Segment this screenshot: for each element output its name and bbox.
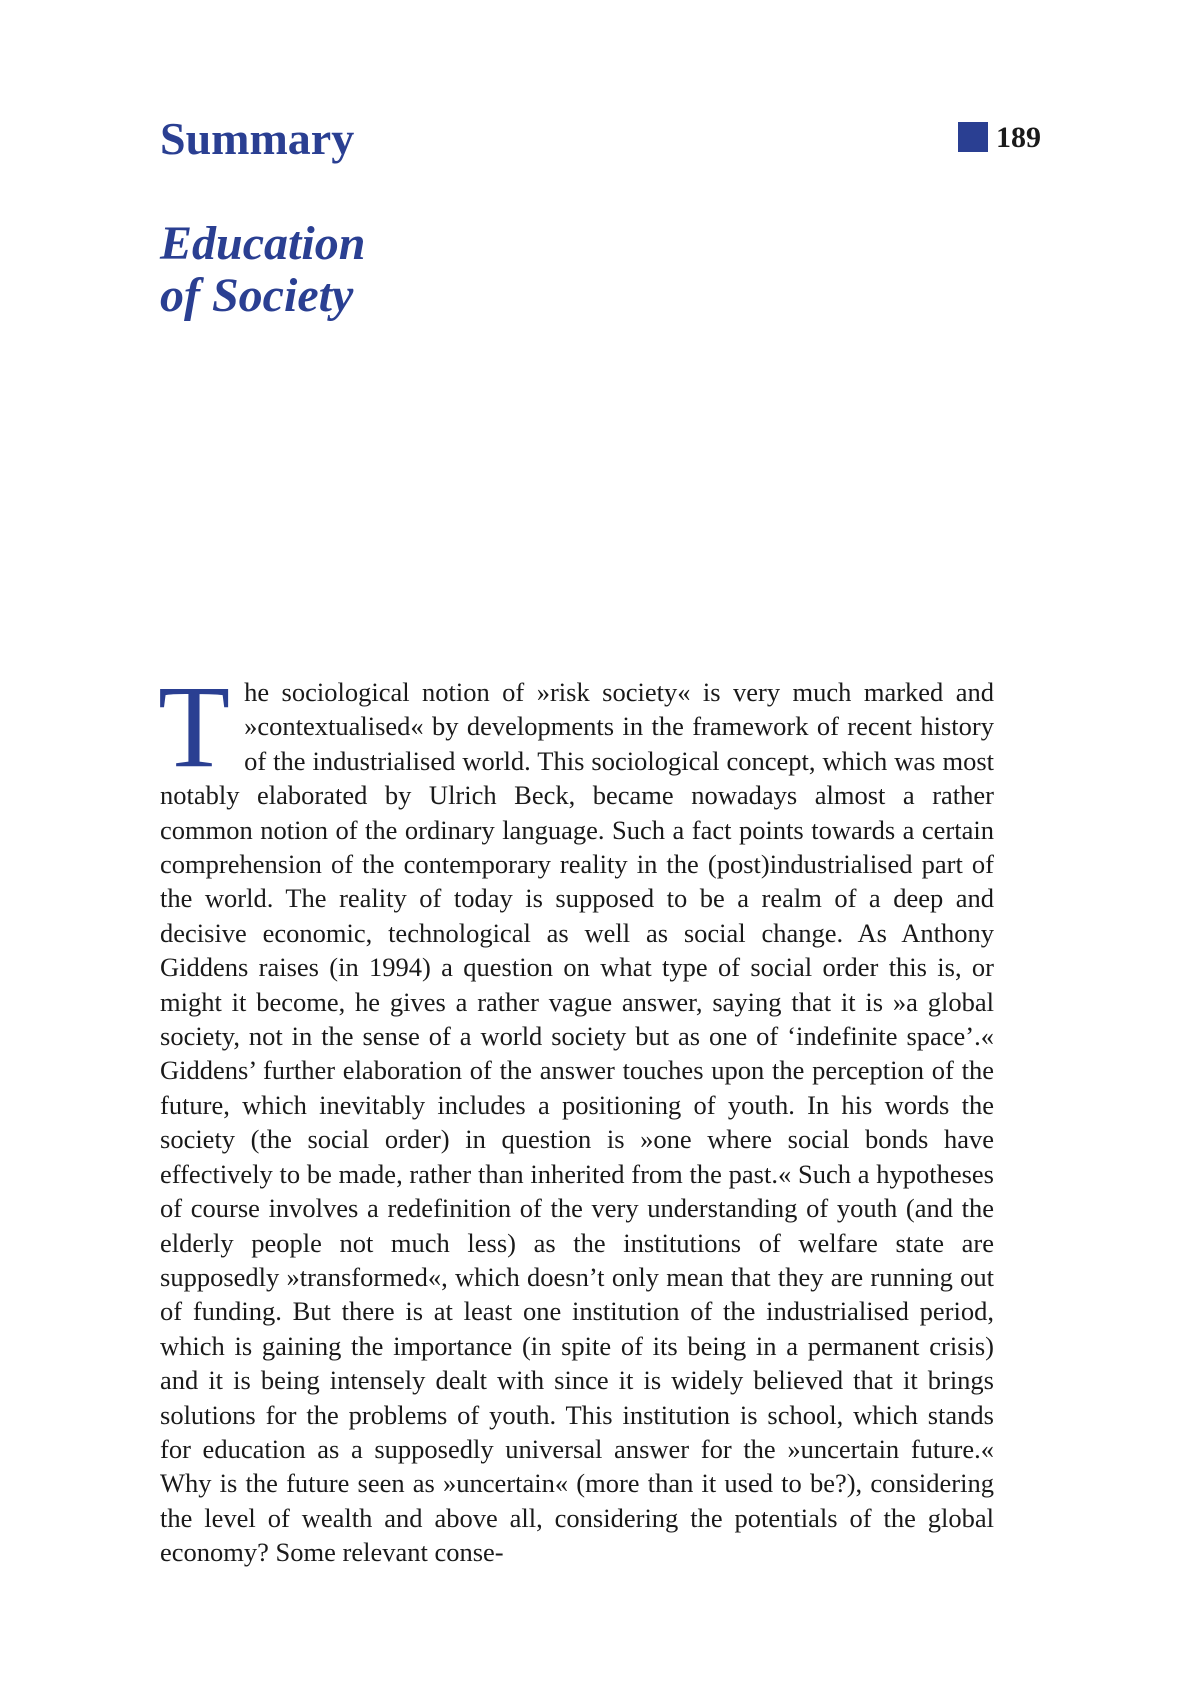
chapter-title-line-2: of Society bbox=[160, 269, 354, 322]
page-marker-square bbox=[958, 122, 988, 152]
chapter-title-line-1: Education bbox=[160, 217, 366, 270]
body-paragraph-text: he sociological notion of »risk society« is very much marked and »contextualised« by developments in the framework of recent history of the industrialised world. This sociological concept, which was most notably elaborated by Ulrich Beck, became nowadays almost a rather common notion of the ordinary language. Such a fact points towards a certain comprehension of the contemporary reality in the (post)industrialised part of the world. The reality of today is supposed to be a realm of a deep and decisive economic, technological as well as social change. As Anthony Giddens raises (in 1994) a question on what type of social order this is, or might it become, he gives a rather vague answer, saying that it is »a global society, not in the sense of a world society but as one of ‘indefinite space’.« Giddens’ further elaboration of the answer touches upon the perception of the future, which inevitably includes a positioning of youth. In his words the society (the social order) in question is »one where social bonds have effectively to be made, rather than inherited from the past.« Such a hypotheses of course involves a redefinition of the very understanding of youth (and the elderly people not much less) as the institutions of welfare state are supposedly »transformed«, which doesn’t only mean that they are running out of funding. But there is at least one institution of the industrialised period, which is gaining the importance (in spite of its being in a permanent crisis) and it is being intensely dealt with since it is widely believed that it brings solutions for the problems of youth. This institution is school, which stands for education as a supposedly universal answer for the »uncertain future.« Why is the future seen as »uncertain« (more than it used to be?), considering the level of wealth and above all, considering the potentials of the global economy? Some relevant conse- bbox=[160, 677, 994, 1568]
body-paragraph bbox=[158, 661, 994, 1570]
chapter-title bbox=[160, 218, 365, 322]
section-label: Summary bbox=[160, 113, 355, 164]
page-number: 189 bbox=[996, 121, 1041, 154]
drop-cap: T bbox=[158, 661, 231, 792]
